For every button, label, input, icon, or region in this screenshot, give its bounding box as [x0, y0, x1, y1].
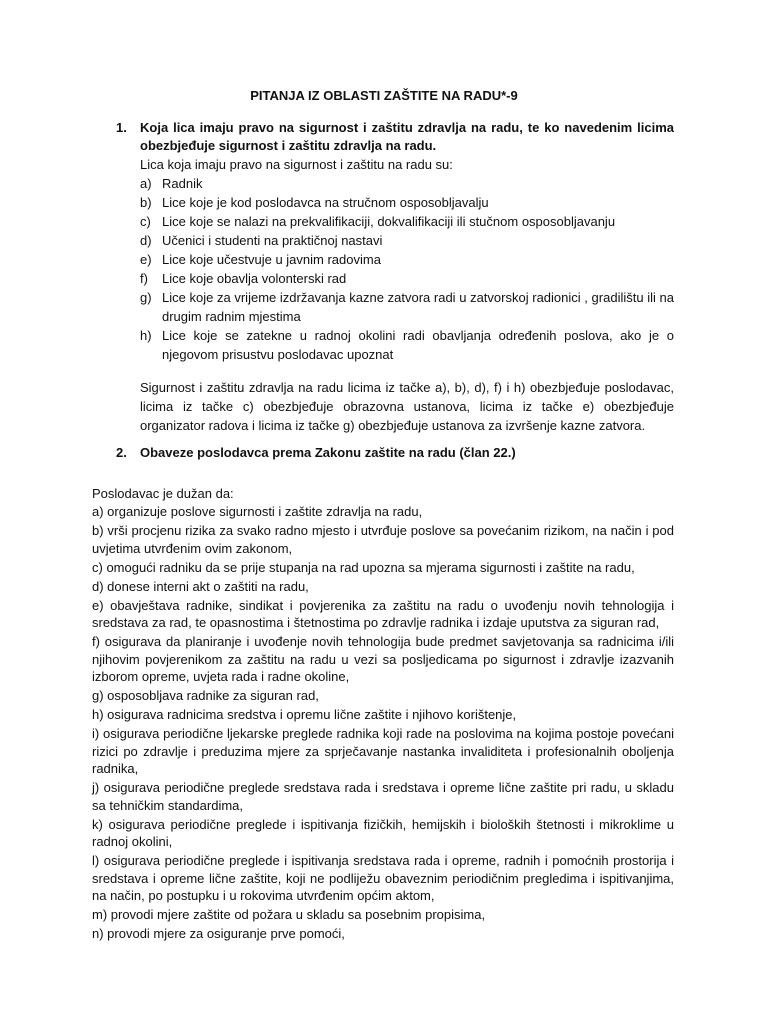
list-item [140, 193, 674, 212]
list-item: k) osigurava periodične preglede i ispitivanja fizičkih, hemijskih i bioloških štetnosti i mikroklime u radnoj okolini, [92, 816, 674, 849]
question-1-answer [140, 155, 674, 435]
list-item-letter: a) [140, 176, 152, 191]
list-item-text: Lice koje se zatekne u radnoj okolini radi obavljanja određenih poslova, ako je o njegovom prisustvu poslodavac upoznat [162, 328, 674, 362]
list-item [140, 326, 674, 364]
list-item-text: Lice koje obavlja volonterski rad [162, 271, 347, 286]
list-item-text: Lice koje je kod poslodavca na stručnom osposobljavalju [162, 195, 489, 210]
list-item-letter: e) [140, 252, 152, 267]
list-item: e) obavještava radnike, sindikat i povjerenika za zaštitu na radu o uvođenju novih tehnologija i sredstava za rad, te opasnostima i štetnostima po zdravlje radnika i izdaje uputstva za siguran rad, [92, 597, 674, 630]
question-2-heading [116, 444, 674, 462]
list-item: d) donese interni akt o zaštiti na radu, [92, 578, 309, 594]
list-item [140, 212, 674, 231]
list-item: m) provodi mjere zaštite od požara u skladu sa posebnim propisima, [92, 907, 486, 922]
list-item-text: Učenici i studenti na praktičnoj nastavi [162, 233, 383, 248]
list-item-text: Radnik [162, 176, 203, 191]
list-item-text: Lice koje se nalazi na prekvalifikaciji, dokvalifikaciji ili stučnom osposobljavanju [162, 214, 616, 229]
persons-list [140, 174, 674, 364]
list-item: n) provodi mjere za osiguranje prve pomoći, [92, 926, 345, 941]
list-item-letter: d) [140, 233, 152, 248]
list-item [140, 231, 674, 250]
list-item [140, 288, 674, 326]
list-item-letter: b) [140, 195, 152, 210]
question-1-number: 1. [116, 120, 127, 135]
question-1 [116, 119, 674, 435]
answer-intro: Lica koja imaju pravo na sigurnost i zaštitu na radu su: [140, 157, 453, 172]
question-2 [116, 444, 674, 462]
employer-duties [92, 484, 674, 944]
list-item: g) osposobljava radnike za siguran rad, [92, 688, 319, 703]
list-item-letter: c) [140, 214, 151, 229]
page-title: PITANJA IZ OBLASTI ZAŠTITE NA RADU*-9 [250, 88, 518, 103]
list-item: h) osigurava radnicima sredstva i opremu lične zaštite i njihovo korištenje, [92, 707, 517, 722]
list-item-letter: h) [140, 328, 152, 343]
list-item [140, 269, 674, 288]
list-item: l) osigurava periodične preglede i ispitivanja sredstava rada i opreme, radnih i pomoćnih prostorija i sredstava i opreme lične zaštite, koji ne podliježu obaveznim periodičnim pregledima i ispitivanjima, na način, po postupku i u rokovima utvrđenim općim aktom, [92, 853, 674, 903]
list-item [140, 174, 674, 193]
list-item: i) osigurava periodične ljekarske preglede radnika koji rade na poslovima na kojima postoje povećani rizici po zdravlje i preduzima mjere za sprječavanje nastanka invaliditeta i profesionalnih oboljenja radnika, [92, 726, 674, 776]
list-item: c) omogući radniku da se prije stupanja na rad upozna sa mjerama sigurnosti i zaštite na radu, [92, 559, 635, 575]
list-item-letter: g) [140, 290, 152, 305]
list-item-letter: f) [140, 271, 148, 286]
list-item: f) osigurava da planiranje i uvođenje novih tehnologija bude predmet savjetovanja sa radnicima i/ili njihovim povjerenikom za zaštitu na radu u vezi sa posljedicama po sigurnost i zdravlje izazvanih izborom opreme, uvjeta rada i radne okoline, [92, 634, 674, 684]
question-1-heading [116, 119, 674, 155]
list-item: b) vrši procjenu rizika za svako radno mjesto i utvrđuje poslove sa povećanim rizikom, na način i pod uvjetima utvrđenim ovim zakonom, [92, 523, 674, 556]
duties-list [92, 503, 674, 943]
list-item-text: Lice koje učestvuje u javnim radovima [162, 252, 381, 267]
duties-intro: Poslodavac je dužan da: [92, 486, 234, 501]
list-item-text: Lice koje za vrijeme izdržavanja kazne zatvora radi u zatvorskoj radionici , gradilištu ili na drugim radnim mjestima [162, 290, 674, 324]
question-2-number: 2. [116, 445, 127, 460]
question-1-text: Koja lica imaju pravo na sigurnost i zaštitu zdravlja na radu, te ko navedenim licima obezbjeđuje sigurnost i zaštitu zdravlja na radu. [140, 120, 674, 153]
list-item [140, 250, 674, 269]
list-item: j) osigurava periodične preglede sredstava rada i sredstava i opreme lične zaštite pri radu, u skladu sa tehničkim standardima, [92, 780, 674, 813]
question-2-text: Obaveze poslodavca prema Zakonu zaštite na radu (član 22.) [140, 445, 516, 460]
list-item: a) organizuje poslove sigurnosti i zaštite zdravlja na radu, [92, 504, 423, 519]
answer-summary: Sigurnost i zaštitu zdravlja na radu licima iz tačke a), b), d), f) i h) obezbjeđuje poslodavac, licima iz tačke c) obezbjeđuje obrazovna ustanova, licima iz tačke e) obezbjeđuje organizator radova i licima iz tačke g) obezbjeđuje ustanova za izvršenje kazne zatvora. [140, 380, 674, 433]
